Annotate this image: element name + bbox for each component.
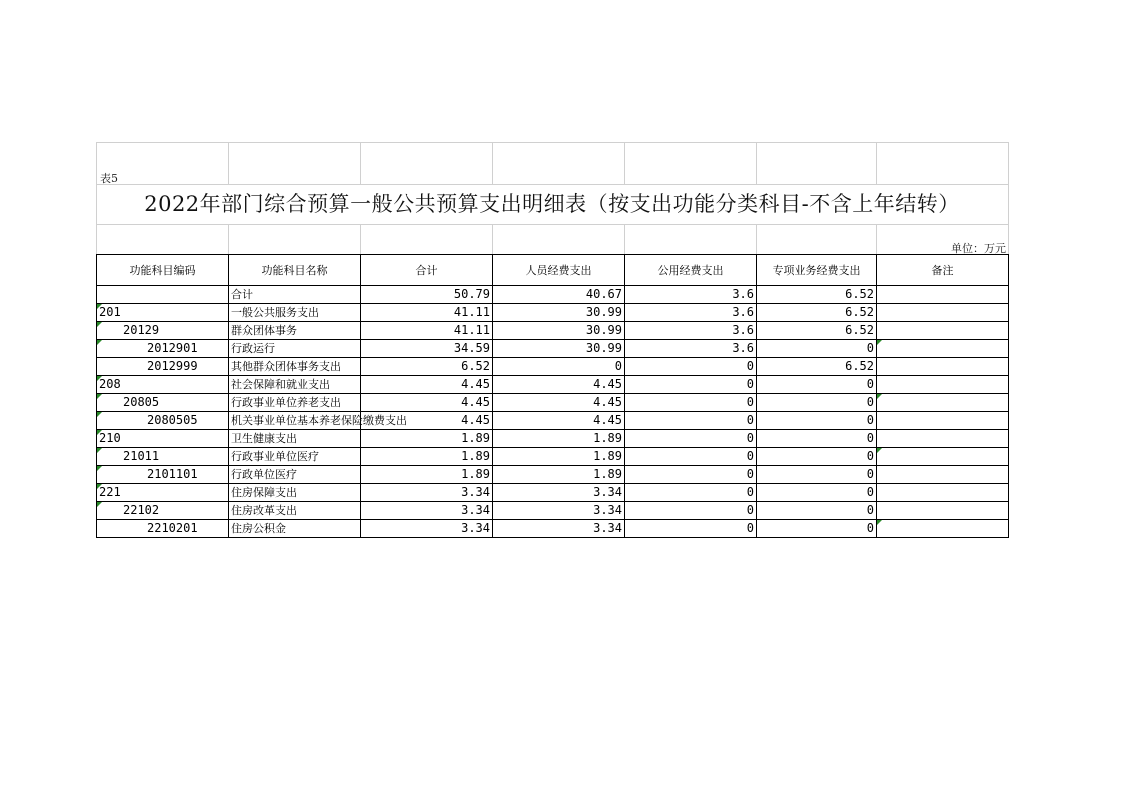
cell-code[interactable] (97, 340, 229, 358)
error-flag-icon (877, 394, 882, 399)
cell-public[interactable]: 3.6 (625, 286, 757, 304)
cell-total[interactable]: 3.34 (361, 502, 493, 520)
cell-total[interactable]: 3.34 (361, 520, 493, 538)
cell-code[interactable] (97, 286, 229, 304)
error-flag-icon (97, 304, 102, 309)
cell-remark[interactable] (877, 502, 1009, 520)
cell-name[interactable]: 卫生健康支出 (229, 430, 361, 448)
error-flag-icon (877, 448, 882, 453)
cell-name[interactable]: 行政运行 (229, 340, 361, 358)
cell-code-text: 20129 (123, 323, 160, 337)
cell-special[interactable]: 0 (757, 430, 877, 448)
cell-personnel[interactable]: 1.89 (493, 430, 625, 448)
cell-code[interactable] (97, 412, 229, 430)
cell-name[interactable]: 合计 (229, 286, 361, 304)
cell-code[interactable] (97, 358, 229, 376)
cell-total[interactable]: 6.52 (361, 358, 493, 376)
cell-code[interactable] (97, 394, 229, 412)
cell-personnel[interactable]: 1.89 (493, 448, 625, 466)
error-flag-icon (97, 394, 102, 399)
table-row (97, 322, 1009, 340)
cell-total[interactable]: 34.59 (361, 340, 493, 358)
cell-personnel[interactable]: 40.67 (493, 286, 625, 304)
cell-personnel[interactable]: 4.45 (493, 412, 625, 430)
cell-total[interactable]: 41.11 (361, 304, 493, 322)
page-title: 2022年部门综合预算一般公共预算支出明细表（按支出功能分类科目-不含上年结转） (144, 192, 960, 216)
cell-remark[interactable] (877, 322, 1009, 340)
cell-code-text: 201 (99, 305, 121, 319)
table-row (97, 484, 1009, 502)
cell-total[interactable]: 50.79 (361, 286, 493, 304)
cell-total[interactable]: 4.45 (361, 394, 493, 412)
cell-special[interactable]: 0 (757, 340, 877, 358)
cell-remark[interactable] (877, 304, 1009, 322)
error-flag-icon (97, 340, 102, 345)
cell-code[interactable] (97, 520, 229, 538)
table-row (97, 358, 1009, 376)
cell-remark[interactable] (877, 484, 1009, 502)
cell-public[interactable]: 0 (625, 412, 757, 430)
table-row (97, 286, 1009, 304)
cell-personnel[interactable]: 3.34 (493, 502, 625, 520)
cell-public[interactable]: 0 (625, 484, 757, 502)
cell-public[interactable]: 0 (625, 376, 757, 394)
cell-name[interactable]: 行政单位医疗 (229, 466, 361, 484)
cell-code-text: 210 (99, 431, 121, 445)
cell-special[interactable]: 0 (757, 394, 877, 412)
cell-remark[interactable] (877, 376, 1009, 394)
cell-name[interactable]: 社会保障和就业支出 (229, 376, 361, 394)
header-personnel: 人员经费支出 (493, 255, 625, 286)
cell-code[interactable] (97, 430, 229, 448)
cell-remark[interactable] (877, 394, 1009, 412)
error-flag-icon (97, 412, 102, 417)
cell-personnel[interactable]: 30.99 (493, 340, 625, 358)
error-flag-icon (97, 466, 102, 471)
cell-name[interactable]: 住房公积金 (229, 520, 361, 538)
header-name: 功能科目名称 (229, 255, 361, 286)
cell-remark[interactable] (877, 520, 1009, 538)
cell-code-text: 2012901 (147, 341, 198, 355)
header-special: 专项业务经费支出 (757, 255, 877, 286)
table-header-row (97, 255, 1009, 286)
cell-name[interactable]: 其他群众团体事务支出 (229, 358, 361, 376)
cell-public[interactable]: 0 (625, 394, 757, 412)
unit-label: 单位：万元 (951, 242, 1006, 255)
table-row (97, 412, 1009, 430)
cell-special[interactable]: 6.52 (757, 322, 877, 340)
header-code: 功能科目编码 (97, 255, 229, 286)
cell-personnel[interactable]: 3.34 (493, 520, 625, 538)
cell-total[interactable]: 41.11 (361, 322, 493, 340)
cell-special[interactable]: 0 (757, 520, 877, 538)
cell-name[interactable]: 机关事业单位基本养老保险缴费支出 (229, 412, 361, 430)
cell-special[interactable]: 0 (757, 412, 877, 430)
cell-total[interactable]: 1.89 (361, 430, 493, 448)
error-flag-icon (97, 376, 102, 381)
table-row (97, 394, 1009, 412)
cell-name[interactable]: 行政事业单位医疗 (229, 448, 361, 466)
cell-total[interactable]: 1.89 (361, 466, 493, 484)
table-row (97, 466, 1009, 484)
cell-personnel[interactable]: 4.45 (493, 394, 625, 412)
cell-remark[interactable] (877, 340, 1009, 358)
cell-special[interactable]: 6.52 (757, 304, 877, 322)
cell-total[interactable]: 4.45 (361, 412, 493, 430)
cell-special[interactable]: 0 (757, 502, 877, 520)
cell-public[interactable]: 0 (625, 448, 757, 466)
cell-public[interactable]: 0 (625, 520, 757, 538)
cell-special[interactable]: 0 (757, 484, 877, 502)
cell-code-text: 2101101 (147, 467, 198, 481)
error-flag-icon (97, 484, 102, 489)
cell-code-text: 208 (99, 377, 121, 391)
cell-public[interactable]: 0 (625, 430, 757, 448)
header-remark: 备注 (877, 255, 1009, 286)
cell-name[interactable]: 住房改革支出 (229, 502, 361, 520)
cell-remark[interactable] (877, 430, 1009, 448)
cell-remark[interactable] (877, 466, 1009, 484)
cell-name[interactable]: 群众团体事务 (229, 322, 361, 340)
error-flag-icon (97, 322, 102, 327)
cell-public[interactable]: 3.6 (625, 322, 757, 340)
cell-code-text: 2080505 (147, 413, 198, 427)
cell-code[interactable] (97, 304, 229, 322)
cell-special[interactable]: 0 (757, 448, 877, 466)
table-row (97, 520, 1009, 538)
cell-code[interactable] (97, 448, 229, 466)
cell-remark[interactable] (877, 286, 1009, 304)
cell-code-text: 221 (99, 485, 121, 499)
cell-remark[interactable] (877, 448, 1009, 466)
cell-special[interactable]: 0 (757, 466, 877, 484)
cell-name[interactable]: 行政事业单位养老支出 (229, 394, 361, 412)
table-row (97, 340, 1009, 358)
cell-personnel[interactable]: 30.99 (493, 322, 625, 340)
cell-personnel[interactable]: 0 (493, 358, 625, 376)
cell-total[interactable]: 4.45 (361, 376, 493, 394)
header-public: 公用经费支出 (625, 255, 757, 286)
cell-personnel[interactable]: 1.89 (493, 466, 625, 484)
error-flag-icon (97, 448, 102, 453)
error-flag-icon (97, 430, 102, 435)
cell-name[interactable]: 住房保障支出 (229, 484, 361, 502)
cell-special[interactable]: 6.52 (757, 286, 877, 304)
cell-public[interactable]: 3.6 (625, 304, 757, 322)
cell-name[interactable]: 一般公共服务支出 (229, 304, 361, 322)
table-row (97, 430, 1009, 448)
cell-public[interactable]: 0 (625, 466, 757, 484)
error-flag-icon (97, 502, 102, 507)
table-row (97, 304, 1009, 322)
cell-code-text: 2012999 (147, 359, 198, 373)
table-row (97, 448, 1009, 466)
sheet-label: 表5 (100, 172, 118, 185)
expenditure-table (96, 254, 1009, 538)
cell-special[interactable]: 0 (757, 376, 877, 394)
cell-code[interactable] (97, 466, 229, 484)
cell-personnel[interactable]: 30.99 (493, 304, 625, 322)
cell-code[interactable] (97, 502, 229, 520)
cell-code[interactable] (97, 322, 229, 340)
table-row (97, 502, 1009, 520)
error-flag-icon (877, 340, 882, 345)
cell-remark[interactable] (877, 358, 1009, 376)
cell-code-text: 21011 (123, 449, 160, 463)
error-flag-icon (877, 520, 882, 525)
cell-personnel[interactable]: 3.34 (493, 484, 625, 502)
cell-code-text: 20805 (123, 395, 160, 409)
cell-total[interactable]: 1.89 (361, 448, 493, 466)
cell-code[interactable] (97, 376, 229, 394)
cell-public[interactable]: 3.6 (625, 340, 757, 358)
cell-public[interactable]: 0 (625, 358, 757, 376)
cell-remark[interactable] (877, 412, 1009, 430)
cell-special[interactable]: 6.52 (757, 358, 877, 376)
cell-personnel[interactable]: 4.45 (493, 376, 625, 394)
cell-public[interactable]: 0 (625, 502, 757, 520)
cell-code-text: 22102 (123, 503, 160, 517)
cell-total[interactable]: 3.34 (361, 484, 493, 502)
header-total: 合计 (361, 255, 493, 286)
cell-code-text: 2210201 (147, 521, 198, 535)
table-row (97, 376, 1009, 394)
cell-code[interactable] (97, 484, 229, 502)
